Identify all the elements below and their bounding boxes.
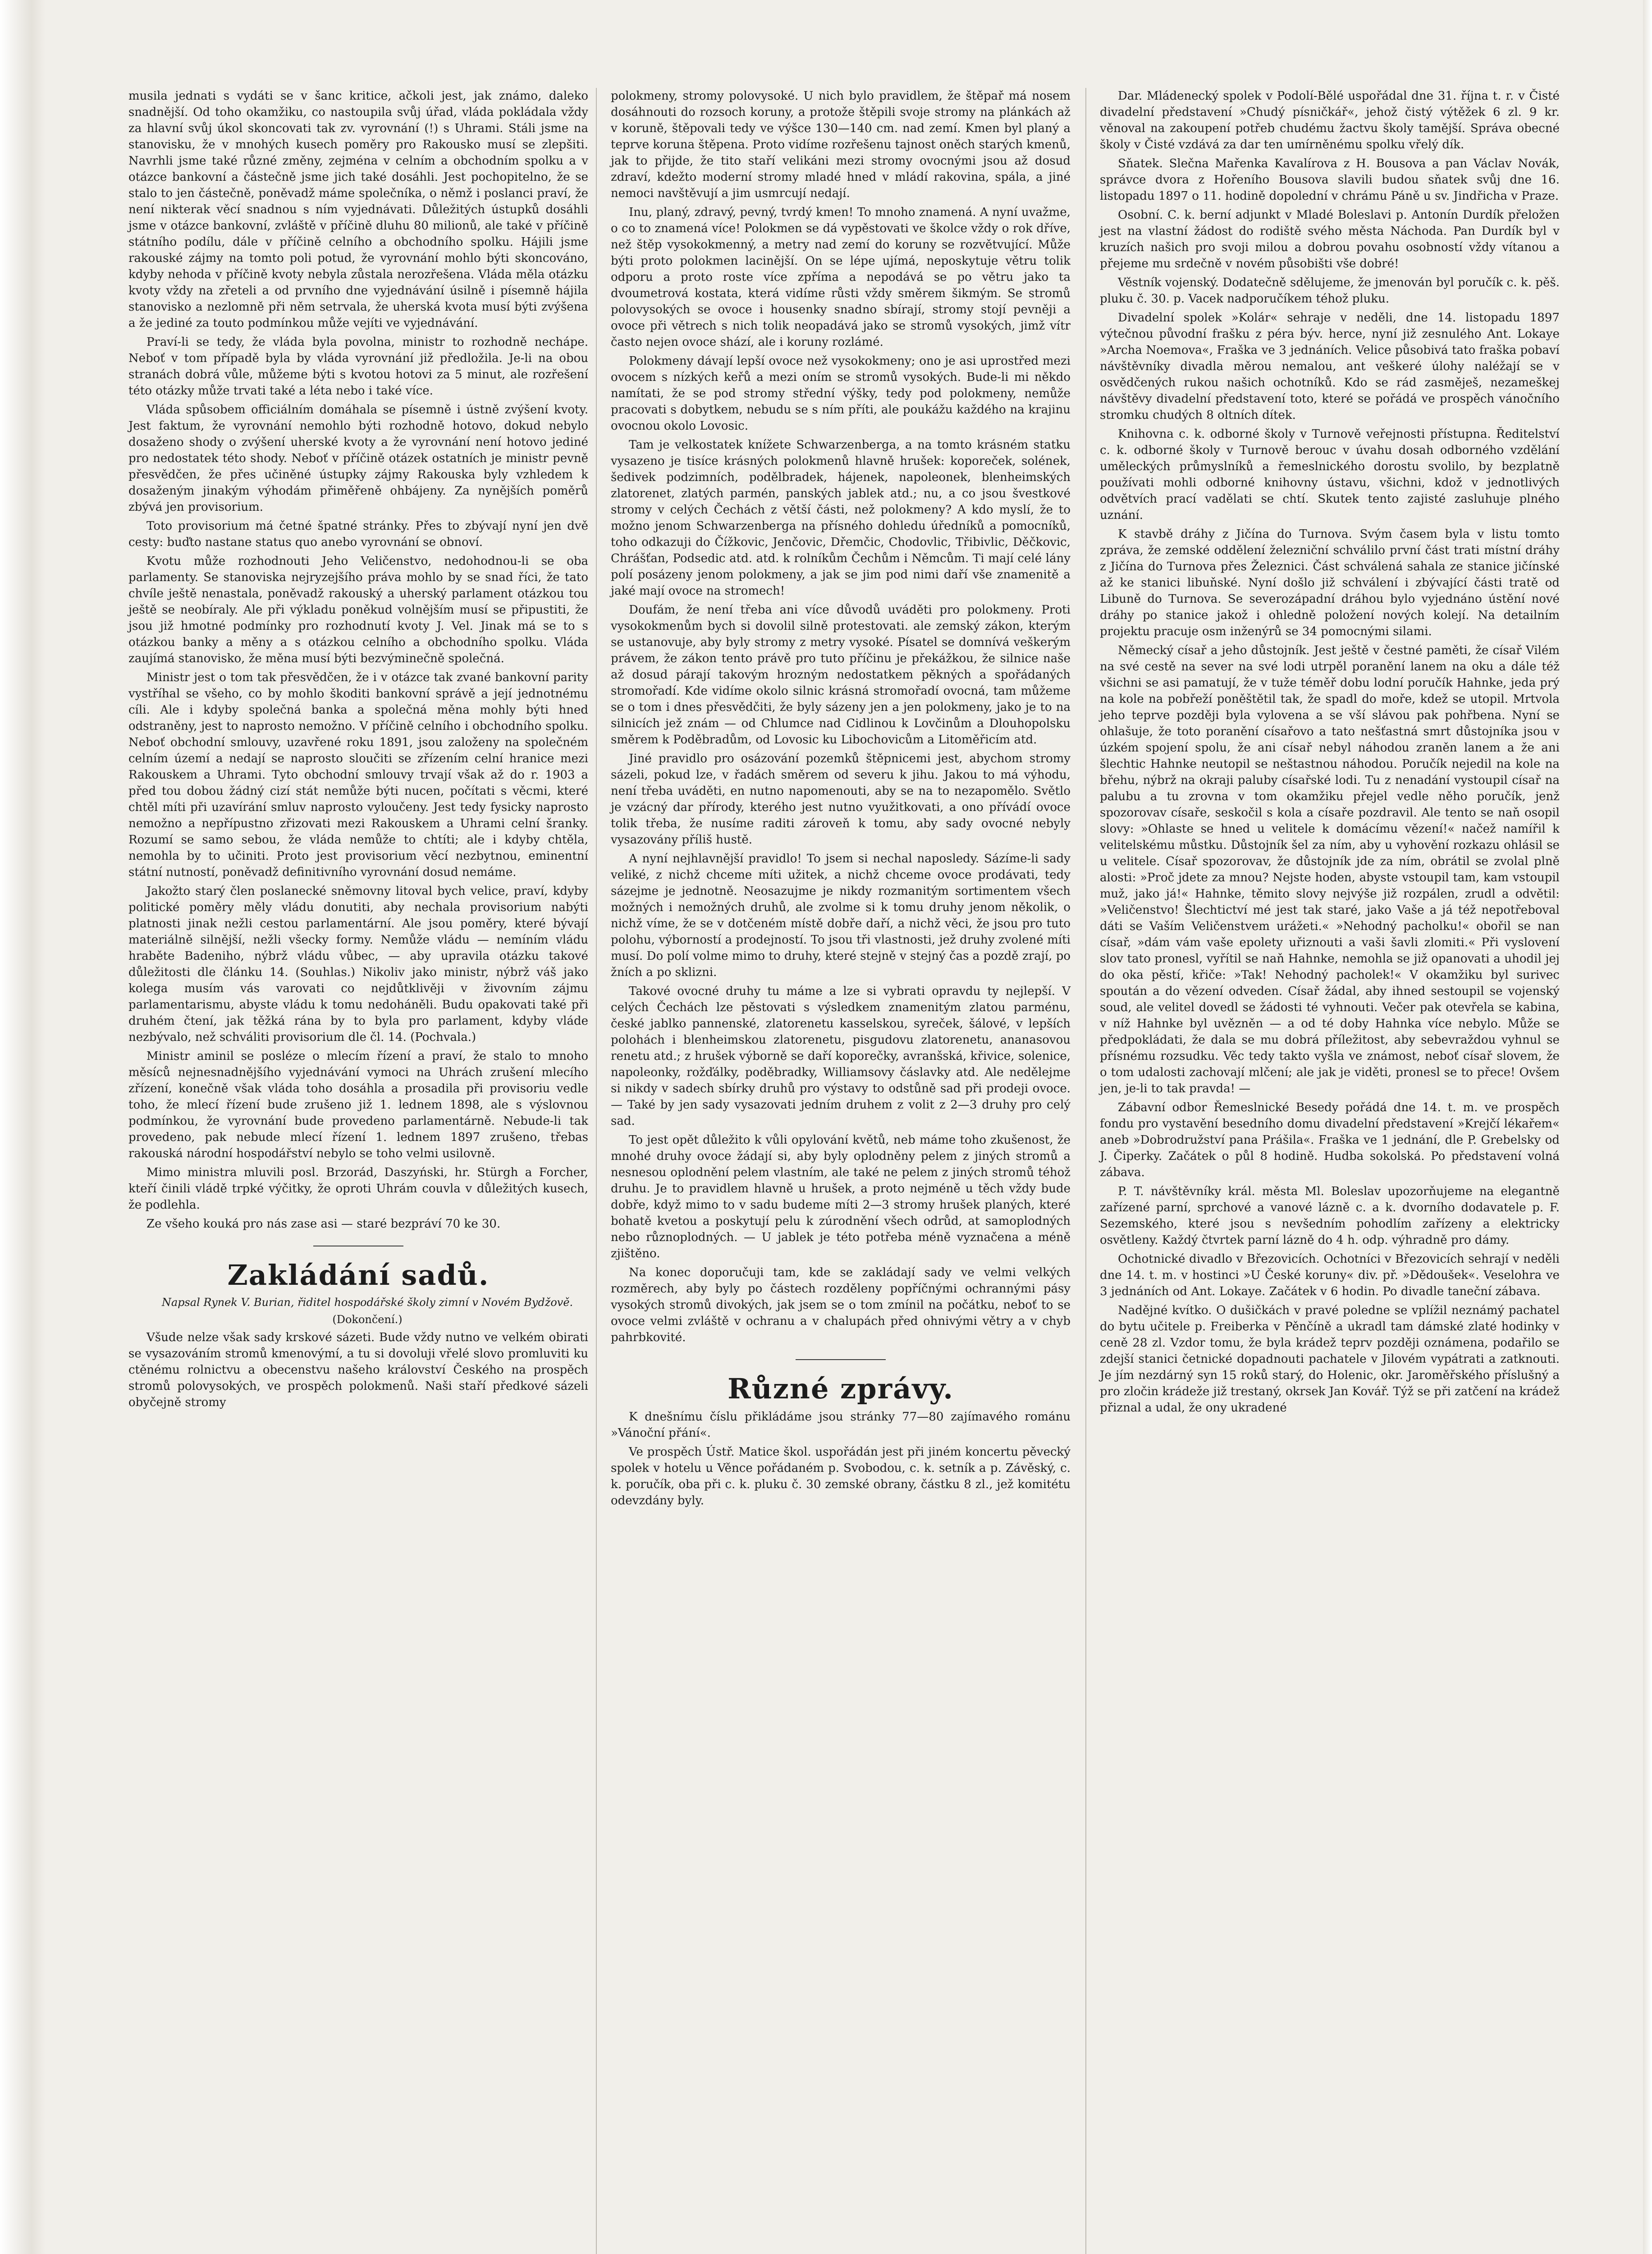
paragraph: Jiné pravidlo pro osázování pozemků štěpnicemi jest, abychom stromy sázeli, pokud lze, v řadách směrem od severu k jihu. Jakou to má výhodu, není třeba uváděti, en nutno napomenouti, aby se na to nezapomělo. Světlo je vzácný dar přírody, kterého jest nutno využitkovati, a ono přívádí ovoce tolik třeba, že nusíme raditi zároveň k tomu, aby sady ovocné nebyly vysazovány příliš hustě.: [611, 752, 1071, 847]
paragraph: K dnešnímu číslu přikládáme jsou stránky 77—80 zajímavého románu »Vánoční přání«.: [611, 1410, 1071, 1440]
paragraph: Ministr aminil se posléze o mlecím řízení a praví, že stalo to mnoho měsíců nejnesnadnějšího vyjednávání vymoci na Uhrách zrušení mlecího zřízení, konečně však vláda toho dosáhla a prosadila při provisoriu vedle toho, že mlecí řízení bude zrušeno již 1. lednem 1898, ale s výslovnou podmínkou, že vyrovnání bude provedeno parlamentárně. Nebude-li tak provedeno, pak nebude mlecí řízení 1. lednem 1897 zrušeno, třebas rakouská národní hospodářství nebylo se toho velmi usilovně.: [128, 1049, 588, 1160]
news-item: Německý císař a jeho důstojník. Jest ještě v čestné paměti, že císař Vilém na své cestě na sever na své lodi utrpěl poranění lanem na oku a dále též všichni se asi pamatují, že v tuže téměř dobu lodní poručík Hahnke, jeda prý na kole na pobřeží poněštětil tak, že spadl do moře, kdež se utopil. Mrtvola jeho teprve později byla vylovena a se vší slávou pak pohřbena. Nyní se ohlašuje, že toto poranění císařovo a tato nešťastná smrt důstojníka jsou v úzkém spojení spolu, že ani císař nebyl náhodou zraněn lanem a že ani šlechtic Hahnke neutopil se neštastnou náhodou. Poručík nejedil na kole na břehu, nýbrž na okraji paluby císařské lodi. Tu z nenadání vystoupil císař na palubu a tu zrovna v tom okamžiku přejel vedle něho poručík, jenž spozorovav císaře, seskočil s kola a císaře pozdravil. Ale tento se naň osopil slovy: »Ohlaste se hned u velitele k domácímu vězení!« načež namířil k velitelskému můstku. Důstojník šel za ním, aby u vyhovění rozkazu ohlásil se u velitele. Císař spozorovav, že důstojník jde za ním, obrátil se zvolal plně alosti: »Proč jdete za mnou? Nejste hoden, abyste vstoupil tam, kam vstoupil muž, jako já!« Hahnke, těmito slovy nejvýše již rozpálen, zrudl a odvětil: »Veličenstvo! Šlechtictví mé jest tak staré, jako Vaše a já též nepotřeboval dáti se Vaším Veličenstvem urážeti.« »Nehodný pacholku!« obořil se nan císař, »dám vám vaše epolety uřiznouti a vaši šavli zlomiti.« Při vyslovení slov tato pronesl, vyřítil se naň Hahnke, nemohla se již opanovati a uhodil jej do oka pěstí, křiče: »Tak! Nehodný pacholek!« V okamžiku byl surivec spoután a do vězení odveden. Císař žádal, aby ihned sestoupil se vojenský soud, ale velitel dovedl se žádosti té vyhnouti. Večer pak otevřela se kabina, v níž Hahnke byl uvězněn — a od té doby Hahnka více nebylo. Může se předpokládati, že dala se mu dobrá příležitost, aby sebevraždou vyhnul se přísnému rozsudku. Věc tedy takto vyšla ve známost, neboť císař slovem, že o tom udalosti zachovají mlčení; ale jak je viděti, pronesl se to přece! Ovšem jen, je-li to tak pravda! —: [1100, 644, 1560, 1095]
paragraph: Jakožto starý člen poslanecké sněmovny litoval bych velice, praví, kdyby politické poměry měly vládu donutiti, aby nechala provisorium nabýti platnosti jinak nežli cestou parlamentární. Ale jsou poměry, které bývají materiálně silnější, nežli všecky formy. Nemůže vládu — nemíním vládu hraběte Badeniho, nýbrž vládu vůbec, — aby upravila otázku takové důležitosti dle článku 14. (Souhlas.) Nikoliv jako ministr, nýbrž váš jako kolega musím vás varovati co nejdůtklivěji v živovním zájmu parlamentarismu, abyste vládu k tomu nedoháněli. Budu opakovati také při druhém čtení, jak těžká rána by to byla pro parlament, kdyby vláde nezbývalo, než schváliti provisorium dle čl. 14. (Pochvala.): [128, 884, 588, 1044]
article-continuation: (Dokončení.): [332, 1313, 403, 1326]
paragraph: Ve prospěch Ústř. Matice škol. uspořádán jest při jiném koncertu pěvecký spolek v hotelu u Věnce pořádaném p. Svobodou, c. k. setník a p. Závěský, c. k. poručík, oba při c. k. pluku č. 30 zemské obrany, částku 8 zl., jež komitétu odevzdány byly.: [611, 1445, 1071, 1507]
article-byline: Napsal Rynek V. Burian, řiditel hospodářské školy zimní v Novém Bydžově.: [161, 1296, 573, 1309]
paragraph: Mimo ministra mluvili posl. Brzorád, Daszyński, hr. Stürgh a Forcher, kteří činili vládě trpké výčitky, že oproti Uhrám couvla v důležitých kusech, že podlehla.: [128, 1166, 588, 1212]
scan-edge-left: [0, 0, 45, 2254]
news-item: Knihovna c. k. odborné školy v Turnově veřejnosti přístupna. Ředitelství c. k. odborné školy v Turnově berouc v úvahu dosah odborného vzdělání uměleckých průmyslníků a řemeslnického dorostu svolilo, by bezplatně používati mohli odborné knihovny ústavu, všichni, kdož v jednotlivých odvětvích prací vadělati se chtí. Skutek tento zajisté zasluhuje plného uznání.: [1100, 427, 1560, 522]
news-item: P. T. návštěvníky král. města Ml. Boleslav upozorňujeme na elegantně zařízené parní, sprchové a vanové lázně c. a k. dvorního dodavatele p. F. Sezemského, které jsou s nevšedním pohodlím zařízeny a elektricky osvětleny. Každý čtvrtek parní lázně do 4 h. odp. výhradně pro dámy.: [1100, 1185, 1560, 1247]
scan-edge-right: [1643, 0, 1652, 2254]
paragraph: Tam je velkostatek knížete Schwarzenberga, a na tomto krásném statku vysazeno je tisíce krásných polokmenů hlavně hrušek: koporeček, solének, šedivek podzimních, podělbradek, hájenek, napoleonek, blenheimských zlatorenet, zlatých parmén, panských jablek atd.; nu, a co jsou švestkové stromy v celých Čechách z větší části, než polokmeny? A kdo myslí, že to možno jenom Schwarzenberga na přísného dohledu úředníků a pomocníků, toho odkazuji do Čížkovic, Jenčovic, Dřemčic, Chodovlic, Třibivlic, Děčkovic, Chrášťan, Podsedic atd. atd. k rolníkům Čechům i Němcům. Ti mají celé lány polí posázeny jenom polokmeny, a jak se jim pod nimi daří vše znamenitě a jaké mají ovoce na stromech!: [611, 438, 1071, 598]
right-column: [1100, 88, 1560, 1419]
paragraph: Ze všeho kouká pro nás zase asi — staré bezpráví 70 ke 30.: [146, 1217, 501, 1231]
news-item: Osobní. C. k. berní adjunkt v Mladé Boleslavi p. Antonín Durdík přeložen jest na vlastní žádost do rodiště svého města Náchoda. Pan Durdík byl v kruzích našich pro svoji milou a dobrou povahu osobností vždy vítanou a přejeme mu srdečně v novém působišti vše dobré!: [1100, 208, 1560, 270]
news-item: Divadelní spolek »Kolár« sehraje v neděli, dne 14. listopadu 1897 výtečnou původní frašku z péra býv. herce, nyní již zesnulého Ant. Lokaye »Archa Noemova«, Fraška ve 3 jednáních. Velice působivá tato fraška pobaví návštěvníky divadla měrou nemalou, ant veškeré úlohy naléžají se v osvědčených rukou našich ochotníků. Kdo se rád zasměješ, nezameškej návštěvy divadelní představení toto, které se pořádá ve prospěch vánočního stromku chudých 8 oltních dítek.: [1100, 311, 1560, 422]
paragraph: Polokmeny dávají lepší ovoce než vysokokmeny; ono je asi uprostřed mezi ovocem s nízkých keřů a mezi oním se stromů vysokých. Bude-li mi někdo namítati, že se pod stromy střední výšky, tedy pod polokmeny, nemůže pracovati s dobytkem, nebudu se s ním příti, ale poukážu každého na krajinu ovocnou okolo Lovosic.: [611, 354, 1071, 433]
paragraph: To jest opět důležito k vůli opylování květů, neb máme toho zkušenost, že mnohé druhy ovoce žádají si, aby byly oplodněny pelem z jiných stromů a nesnesou oplodnění pelem vlastním, ale také ne pelem z jiných stromů téhož druhu. Je to pravidlem hlavně u hrušek, a proto nejméně u těch vždy bude dobře, když mimo to v sadu budeme míti 2—3 stromy hrušek planých, které bohatě kvetou a poskytují pelu k zúrodnění všech odrůd, at samoplodných nebo různoplodných. — U jablek je této potřeba méně vyznačena a méně zjištěno.: [611, 1133, 1071, 1260]
paragraph: Všude nelze však sady krskové sázeti. Bude vždy nutno ve velkém obirati se vysazováním stromů kmenovýmí, a tu si dovoluji vřelé slovo promluviti ku ctěnému rolnictvu a obecenstvu našeho království Českého na prospěch stromů polovysokých, ve prospěch polokmenů. Naši staří předkové sázeli obyčejně stromy: [128, 1331, 588, 1409]
paragraph: Na konec doporučuji tam, kde se zakládají sady ve velmi velkých rozměrech, aby byly po částech rozděleny popříčnými ochrannými pásy vysokých stromů divokých, jak jsem se o tom zmínil na počátku, neboť to se ovoce velmi zvláště v ochranu a v chalupách před ohnivými větry a v chyb pahrbkovité.: [611, 1266, 1071, 1344]
column-divider: [1085, 88, 1086, 2254]
news-item: Nadějné kvítko. O dušičkách v pravé poledne se vplížil neznámý pachatel do bytu učitele p. Freiberka v Pěnčíně a ukradl tam dámské zlaté hodinky v ceně 28 zl. Vzdor tomu, že byla krádež teprv později oznámena, podařilo se zdejší stanici četnické dopadnouti pachatele v Jilovém vypátrati a zatknouti. Je jím nezdárný syn 15 roků starý, do Holenic, okr. Jaroměřského příslušný a pro zločin krádeže již trestaný, okrsek Jan Kovář. Týž se při zatčení na krádež přiznal a udal, že ony ukradené: [1100, 1304, 1560, 1415]
section-rule: [796, 1359, 886, 1360]
paragraph: Toto provisorium má četné špatné stránky. Přes to zbývají nyní jen dvě cesty: buďto nastane status quo anebo vyrovnání se obnoví.: [128, 519, 588, 549]
article-title: Zakládání sadů.: [227, 1259, 490, 1292]
paragraph: Inu, planý, zdravý, pevný, tvrdý kmen! To mnoho znamená. A nyní uvažme, o co to znamená více! Polokmen se dá vypěstovati ve školce vždy o rok dříve, než štěp vysokokmenný, a metry nad zemí do koruny se rozvětvující. Může býti proto polokmen lacinější. On se lépe ujímá, neposkytuje větru tolik odporu a proto roste více zpříma a nepodává se po větru jako ta dvoumetrová kostata, která vidíme růsti vždy směrem šikmým. Se stromů polovysokých se ovoce i housenky snadno sbírají, stromy stojí pevněji a ovoce při větrech s nich tolik neopadává jako se stromů vysokých, jimž vítr často nejen ovoce shází, ale i koruny rozlámé.: [611, 206, 1071, 349]
middle-column: [611, 88, 1071, 1512]
paragraph: Vláda spůsobem officiálním domáhala se písemně i ústně zvýšení kvoty. Jest faktum, že vyrovnání nemohlo býti rozhodně hotovo, dokud nebylo dosaženo shody o zvýšení uherské kvoty a že vyrovnání není hotovo jediné pro nedostatek této shody. Neboť v příčině otázek ostatních je ministr pevně přesvědčen, že přes učiněné ústupky zájmy Rakouska byly vzhledem k dosaženým jinakým výhodám přiměřeně ohbájeny. Za nynějších poměrů zbývá jen provisorium.: [128, 403, 588, 514]
paragraph: musila jednati s vydáti se v šanc kritice, ačkoli jest, jak známo, daleko snadnější. Od toho okamžiku, co nastoupila svůj úřad, vláda pokládala vždy za hlavní svůj úkol skoncovati tak zv. vyrovnání (!) s Uhrami. Stáli jsme na stanovisku, že v mnohých kusech poměry pro Rakousko musí se zlepšiti. Navrhli jsme také různé změny, zejména v celním a obchodním spolku a v otázce bankovní a částečně jsme jich také dosáhli. Jest pochopitelno, že se stalo to jen částečně, poněvadž máme společníka, o němž i poslanci praví, že není nikterak věcí snadnou s ním vyjednávati. Důležitých ústupků dosáhli jsme v otázce bankovní, zvláště v příčině dluhu 80 milionů, ale také v příčině státního podílu, dále v příčině celního a obchodního spolku. Hájili jsme rakouské zájmy na tomto poli potud, že vyrovnání mohlo býti skoncováno, kdyby nehoda v příčině kvoty nebyla zůstala nerozřešena. Vláda měla otázku kvoty vždy na zřeteli a od prvního dne vyjednávání úsilně i písemně hájila stanovisko a nezlomně při něm setrvala, že uherská kvota musí býti zvýšena a že jediné za touto podmínkou může vejíti ve vyjednávání.: [128, 89, 588, 330]
column-divider: [596, 88, 597, 2254]
paragraph: polokmeny, stromy polovysoké. U nich bylo pravidlem, že štěpař má nosem dosáhnouti do rozsoch koruny, a protože štěpili svoje stromy na plánkách až v koruně, štěpovali tedy ve výšce 130—140 cm. nad zemí. Kmen byl planý a teprve koruna štěpena. Proto vidíme rozřešenu tajnost oněch starých kmenů, jak to přijde, že tito staří velikáni mezi stromy ovocnými jsou až dosud zdraví, kdežto moderní stromy mladé hned v mládí rakovina, spála, a jiné nemoci navštěvují a jim usmrcují nedají.: [611, 89, 1071, 200]
news-item: Dar. Mládenecký spolek v Podolí-Bělé uspořádal dne 31. října t. r. v Čisté divadelní představení »Chudý písničkář«, jehož čistý výtěžek 6 zl. 9 kr. věnoval na zakoupení potřeb chudému žactvu školy tamější. Správa obecné školy v Čisté vzdává za dar ten umírněnému spolku vřelý dík.: [1100, 89, 1560, 151]
news-item: Sňatek. Slečna Mařenka Kavalírova z H. Bousova a pan Václav Novák, správce dvora z Hořeního Bousova slavili budou sňatek svůj dne 16. listopadu 1897 o 11. hodině dopolední v chrámu Páně u sv. Jindřicha v Praze.: [1100, 157, 1560, 203]
paragraph: Praví-li se tedy, že vláda byla povolna, ministr to rozhodně nechápe. Neboť v tom případě byla by vláda vyrovnání již předložila. Je-li na obou stranách dobrá vůle, můžeme býti s kvotou hotovi za 5 minut, ale rozřešení této otázky může trvati také a léta nebo i také více.: [128, 335, 588, 398]
news-item: Věstník vojenský. Dodatečně sdělujeme, že jmenován byl poručík c. k. pěš. pluku č. 30. p. Vacek nadporučíkem téhož pluku.: [1100, 276, 1560, 306]
news-section-title: Různé zprávy.: [728, 1372, 954, 1405]
paragraph: Ministr jest o tom tak přesvědčen, že i v otázce tak zvané bankovní parity vystříhal se všeho, co by mohlo škoditi bankovní správě a její jednotnému cíli. Ale i kdyby společná banka a společná měna mohly býti hned odstraněny, jest to naprosto nemožno. V příčině celního i obchodního spolku. Neboť obchodní smlouvy, uzavřené roku 1891, jsou založeny na společném celním území a nedají se naprosto sloučiti se zřízením celní hranice mezi Rakouskem a Uhrami. Tyto obchodní smlouvy trvají však až do r. 1903 a před tou dobou žádný cizí stát nemůže býti nucen, počítati s věcmi, které chtěl míti při uzavírání smluv naprosto vyloučeny. Jest tedy fysicky naprosto nemožno a nepřípustno zřizovati mezi Rakouskem a Uhrami celní šranky. Rozumí se samo sebou, že vláda nemůže to chtíti; ale i kdyby chtěla, nemohla by to učiniti. Proto jest provisorium věcí nezbytnou, eminentní státní nutností, poněvadž definitivního vyrovnání dosud nemáme.: [128, 671, 588, 879]
left-column: [128, 88, 588, 1413]
news-item: Ochotnické divadlo v Březovicích. Ochotníci v Březovicích sehrají v neděli dne 14. t. m. v hostinci »U České koruny« div. př. »Dědoušek«. Veselohra ve 3 jednáních od Ant. Lokaye. Začátek v 6 hodin. Po divadle taneční zábava.: [1100, 1252, 1560, 1298]
news-item: K stavbě dráhy z Jičína do Turnova. Svým časem byla v listu tomto zpráva, že zemské oddělení železniční schválilo první část trati místní dráhy z Jičína do Turnova přes Železnici. Část schválená sahala ze stanice jičínské až ke stanici libuňské. Nyní došlo již schválení i zbývající části tratě od Libuně do Turnova. Se severozápadní dráhou bylo vyjednáno ústění nové dráhy po stanice jakož i ohledně položení nových kolejí. Na detailním projektu pracuje osm inženýrů se 34 pomocnými silami.: [1100, 527, 1560, 638]
paragraph: Doufám, že není třeba ani více důvodů uváděti pro polokmeny. Proti vysokokmenům bych si dovolil silně protestovati. ale zemský zákon, kterým se ustanovuje, aby byly stromy z metry vysoké. Písatel se domnívá veškerým právem, že zákon tento právě pro tuto příčinu je překážkou, že silnice naše až dosud párají takovým hrozným nedostatkem pěkných a spořádaných stromořadí. Kde vidíme okolo silnic krásná stromořadí ovocná, tam můžeme se o tom i dnes přesvědčiti, že byly sázeny jen a jen polokmeny, jako je to na silnicích jež znám — od Chlumce nad Cidlinou k Lovčinům a Dlouhopolsku směrem k Poděbradům, od Lovosic ku Libochovicům a Litoměřicím atd.: [611, 603, 1071, 747]
paragraph: A nyní nejhlavnější pravidlo! To jsem si nechal naposledy. Sázíme-li sady veliké, z nichž chceme míti užitek, a nichž chceme ovoce prodávati, tedy sázejme je jednotně. Neosazujme je nikdy rozmanitým sortimentem všech možných i nemožných druhů, ale zvolme si k tomu druhy jenom několik, o nichž víme, že se v dotčeném místě dobře daří, a nichž věci, že jsou pro tuto polohu, výborností a prodejností. To jsou tři vlastnosti, jež druhy zvolené míti musí. Do polí volme mimo to druhy, které stejně v stejný čas a pozdě zrají, po žních a po sklizni.: [611, 852, 1071, 979]
paragraph: Kvotu může rozhodnouti Jeho Veličenstvo, nedohodnou-li se oba parlamenty. Se stanoviska nejryzejšího práva mohlo by se snad říci, že tato chvíle ještě nenastala, poněvadž rakouský a uherský parlament otázkou tou ještě se neobíraly. Ale při výkladu poněkud volnějším musí se připustiti, že jsou již hmotné podmínky pro rozhodnutí kvoty J. Vel. Jinak má se to s otázkou banky a měny a s otázkou celního a obchodního spolku. Vláda zaujímá stanovisko, že měna musí býti bezvýminečně společná.: [128, 554, 588, 665]
paragraph: Takové ovocné druhy tu máme a lze si vybrati opravdu ty nejlepší. V celých Čechách lze pěstovati s výsledkem znamenitým zlatou parménu, české jablko pannenské, zlatorenetu kasselskou, syreček, šálové, v lepších polohách i blenheimskou zlatorenetu, pisgudovu zlatorenetu, ananasovou renetu atd.; z hrušek výborně se daří koporečky, avranšská, křivice, solenice, napoleonky, rožďálky, poděbradky, Williamsovy čáslavky atd. Ale nedělejme si nikdy v sadech sbírky druhů pro výstavy to odstůně sad při prodeji ovoce. — Také by jen sady vysazovati jedním druhem z volit z 2—3 druhy pro celý sad.: [611, 985, 1071, 1128]
news-item: Zábavní odbor Řemeslnické Besedy pořádá dne 14. t. m. ve prospěch fondu pro vystavění besedního domu divadelní představení »Krejčí lékařem« aneb »Dobrodružství pana Prášila«. Fraška ve 1 jednání, dle P. Grebelsky od J. Čiperky. Začátek o půl 8 hodině. Hudba sokolská. Po představení volná zábava.: [1100, 1101, 1560, 1179]
